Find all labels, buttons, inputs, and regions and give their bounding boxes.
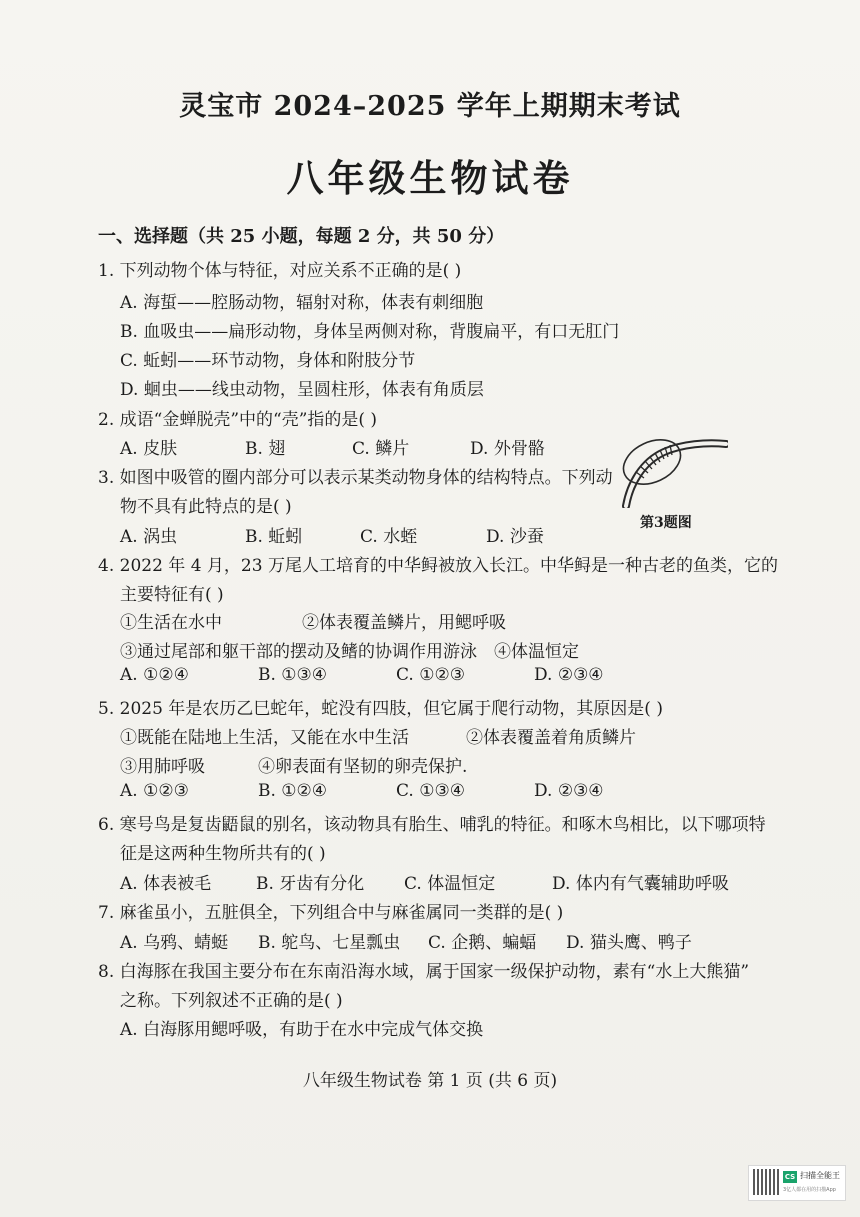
q4-statement-4: ④体温恒定 [494,642,579,662]
q2-option-d: D. 外骨骼 [470,439,545,459]
q1-stem: 1. 下列动物个体与特征，对应关系不正确的是( ) [98,261,462,281]
q4-statement-1: ①生活在水中 [120,613,222,633]
scanner-app-name: 扫描全能王 [800,1171,840,1180]
camscanner-logo-icon: CS [784,1173,796,1181]
q7-option-a: A. 乌鸦、蜻蜓 [120,933,229,953]
q1-option-d: D. 蛔虫——线虫动物，呈圆柱形，体表有角质层 [120,380,484,400]
q2-option-a: A. 皮肤 [120,439,178,459]
q4-option-d: D. ②③④ [534,665,604,685]
q7-option-d: D. 猫头鹰、鸭子 [566,933,692,953]
q5-statement-4: ④卵表面有坚韧的卵壳保护. [258,757,468,777]
q2-option-b: B. 翅 [245,439,286,459]
q5-stem: 5. 2025 年是农历乙巳蛇年，蛇没有四肢，但它属于爬行动物，其原因是( ) [98,699,663,719]
q1-option-a: A. 海蜇——腔肠动物，辐射对称，体表有刺细胞 [120,293,484,313]
q8-option-a: A. 白海豚用鳃呼吸，有助于在水中完成气体交换 [120,1020,484,1040]
q5-statement-2: ②体表覆盖着角质鳞片 [466,728,636,748]
q4-option-c: C. ①②③ [396,665,465,685]
q2-option-c: C. 鳞片 [352,439,410,459]
q4-option-a: A. ①②④ [120,665,189,685]
q6-stem-line2: 征是这两种生物所共有的( ) [120,844,326,864]
q3-option-b: B. 蚯蚓 [245,527,303,547]
straw-figure [612,432,728,508]
paper-subtitle: 八年级生物试卷 [286,156,574,200]
q3-option-d: D. 沙蚕 [486,527,544,547]
q4-statement-3: ③通过尾部和躯干部的摆动及鳍的协调作用游泳 [120,642,477,662]
exam-title: 灵宝市 2024–2025 学年上期期末考试 [179,91,681,122]
q7-option-b: B. 鸵鸟、七星瓢虫 [258,933,401,953]
q5-option-b: B. ①②④ [258,781,328,801]
q3-option-a: A. 涡虫 [120,527,178,547]
q6-option-c: C. 体温恒定 [404,874,496,894]
q3-stem-line1: 3. 如图中吸管的圈内部分可以表示某类动物身体的结构特点。下列动 [98,468,613,488]
page-footer: 八年级生物试卷 第 1 页 (共 6 页) [302,1071,558,1091]
q5-statement-1: ①既能在陆地上生活，又能在水中生活 [120,728,409,748]
q6-option-a: A. 体表被毛 [120,874,212,894]
q4-statement-2: ②体表覆盖鳞片，用鳃呼吸 [302,613,506,633]
q3-figure-caption: 第3题图 [640,515,692,531]
q1-option-b: B. 血吸虫——扁形动物，身体呈两侧对称，背腹扁平，有口无肛门 [120,322,620,342]
section-heading: 一、选择题（共 25 小题，每题 2 分，共 50 分） [98,226,505,247]
q7-option-c: C. 企鹅、蝙蝠 [428,933,537,953]
q4-stem-line2: 主要特征有( ) [120,585,224,605]
q3-option-c: C. 水蛭 [360,527,418,547]
q6-option-b: B. 牙齿有分化 [256,874,365,894]
scanner-tagline: 3亿人都在用的扫描App [783,1187,836,1193]
q5-statement-3: ③用肺呼吸 [120,757,205,777]
q2-stem: 2. 成语“金蝉脱壳”中的“壳”指的是( ) [98,410,378,430]
q4-option-b: B. ①③④ [258,665,328,685]
scanner-watermark [748,1165,846,1201]
q4-stem-line1: 4. 2022 年 4 月，23 万尾人工培育的中华鲟被放入长江。中华鲟是一种古老的鱼类，它的 [98,556,778,576]
q6-option-d: D. 体内有气囊辅助呼吸 [552,874,729,894]
q5-option-d: D. ②③④ [534,781,604,801]
q6-stem-line1: 6. 寒号鸟是复齿鼯鼠的别名，该动物具有胎生、哺乳的特征。和啄木鸟相比，以下哪项特 [98,815,766,835]
q1-option-c: C. 蚯蚓——环节动物，身体和附肢分节 [120,351,416,371]
q5-option-c: C. ①③④ [396,781,465,801]
qr-code-icon [753,1169,779,1195]
q7-stem: 7. 麻雀虽小，五脏俱全，下列组合中与麻雀属同一类群的是( ) [98,903,564,923]
q5-option-a: A. ①②③ [120,781,189,801]
q3-stem-line2: 物不具有此特点的是( ) [120,497,292,517]
q8-stem-line1: 8. 白海豚在我国主要分布在东南沿海水域，属于国家一级保护动物，素有“水上大熊猫” [98,962,750,982]
q8-stem-line2: 之称。下列叙述不正确的是( ) [120,991,343,1011]
